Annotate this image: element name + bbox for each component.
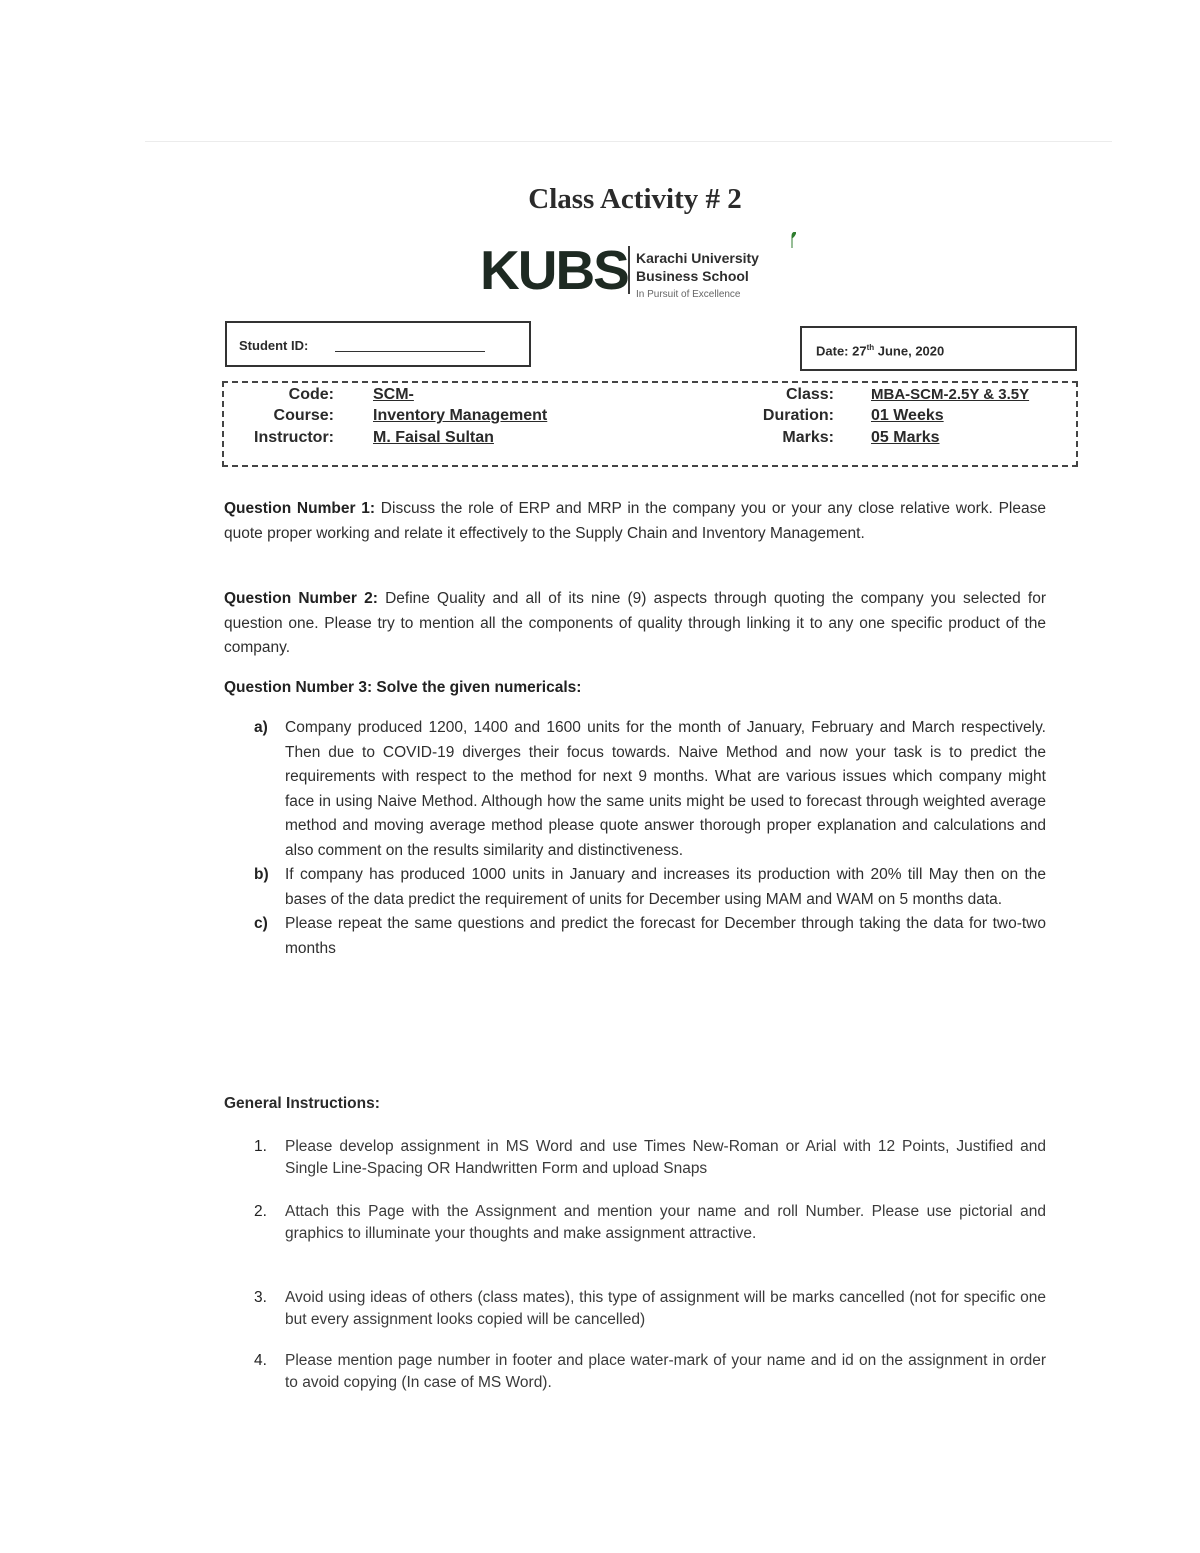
question-2-text: Define Quality and all of its nine (9) aspects through quoting the company you selected for question one. Please try to mention all the components of quality through linking it to any one specific product of the company. bbox=[224, 590, 1046, 656]
list-item-text: Please develop assignment in MS Word and use Times New-Roman or Arial with 12 Points, Justified and Single Line-Spacing OR Handwritten Form and upload Snaps bbox=[285, 1138, 1046, 1177]
marks-value: 05 Marks bbox=[871, 429, 940, 446]
course-value: Inventory Management bbox=[373, 407, 548, 424]
student-id-label: Student ID: bbox=[239, 338, 309, 353]
question-3-list bbox=[254, 716, 1046, 961]
instruction-item-4 bbox=[254, 1350, 1046, 1394]
logo-mark: KUBS bbox=[480, 239, 628, 301]
marks-label: Marks: bbox=[782, 429, 834, 446]
instruction-item-3 bbox=[254, 1287, 1046, 1331]
leaf-icon bbox=[788, 232, 796, 248]
instruction-item-2 bbox=[254, 1201, 1046, 1245]
question-2-label: Question Number 2: bbox=[224, 590, 378, 607]
logo-line-1: Karachi University bbox=[636, 250, 759, 266]
list-item-text: If company has produced 1000 units in January and increases its production with 20% till May then on the bases of the data predict the requirement of units for December using MAM and WAM on 5 months data. bbox=[285, 866, 1046, 908]
kubs-logo bbox=[480, 232, 810, 308]
instruction-item-1 bbox=[254, 1136, 1046, 1180]
list-item bbox=[254, 912, 1046, 961]
instructor-value: M. Faisal Sultan bbox=[373, 429, 494, 446]
question-2 bbox=[224, 587, 1046, 661]
general-instructions-title: General Instructions: bbox=[224, 1095, 380, 1112]
list-item-text: Avoid using ideas of others (class mates), this type of assignment will be marks cancelled (not for specific one but every assignment looks copied will be cancelled) bbox=[285, 1289, 1046, 1328]
list-item-text: Company produced 1200, 1400 and 1600 units for the month of January, February and March respectively. Then due to COVID-19 diverges their focus towards. Naive Method and now your task is to predict the requirements with respect to the method for next 9 months. What are various issues which company might face in using Naive Method. Although how the same units might be used to forecast through weighted average method and moving average method please quote answer thorough proper explanation and calculations and also comment on the results similarity and distinctiveness. bbox=[285, 719, 1046, 859]
list-item-text: Please mention page number in footer and place water-mark of your name and id on the assignment in order to avoid copying (In case of MS Word). bbox=[285, 1352, 1046, 1391]
list-marker: c) bbox=[254, 915, 268, 932]
list-item bbox=[254, 716, 1046, 863]
list-item bbox=[254, 863, 1046, 912]
list-marker: a) bbox=[254, 719, 268, 736]
question-1-label: Question Number 1: bbox=[224, 500, 376, 517]
page-title: Class Activity # 2 bbox=[528, 183, 742, 215]
list-marker: 4. bbox=[254, 1352, 267, 1369]
date-box bbox=[800, 326, 1077, 371]
logo-tagline: In Pursuit of Excellence bbox=[636, 289, 741, 300]
student-id-box bbox=[225, 321, 531, 367]
list-marker: 2. bbox=[254, 1203, 267, 1220]
list-marker: 3. bbox=[254, 1289, 267, 1306]
course-label: Course: bbox=[273, 407, 334, 424]
duration-label: Duration: bbox=[762, 407, 834, 424]
logo-line-2: Business School bbox=[636, 268, 749, 284]
duration-value: 01 Weeks bbox=[871, 407, 944, 424]
code-label: Code: bbox=[288, 386, 334, 403]
question-3-heading bbox=[224, 676, 1046, 701]
logo-divider bbox=[628, 246, 630, 294]
list-item-text: Please repeat the same questions and predict the forecast for December through taking the data for two-two months bbox=[285, 915, 1046, 957]
question-1-text: Discuss the role of ERP and MRP in the company you or your any close relative work. Please quote proper working and relate it effectively to the Supply Chain and Inventory Management. bbox=[224, 500, 1046, 542]
class-label: Class: bbox=[785, 386, 834, 403]
question-3-label: Question Number 3: Solve the given numericals: bbox=[224, 679, 582, 696]
class-value: MBA-SCM-2.5Y & 3.5Y bbox=[871, 386, 1030, 403]
instructor-label: Instructor: bbox=[254, 429, 334, 446]
date-label: Date: 27th June, 2020 bbox=[816, 343, 945, 359]
code-value: SCM- bbox=[373, 386, 414, 403]
list-marker: 1. bbox=[254, 1138, 267, 1155]
list-marker: b) bbox=[254, 866, 269, 883]
student-id-blank-line[interactable] bbox=[335, 351, 485, 352]
list-item-text: Attach this Page with the Assignment and mention your name and roll Number. Please use pictorial and graphics to illuminate your thoughts and make assignment attractive. bbox=[285, 1203, 1046, 1242]
top-divider bbox=[145, 141, 1112, 142]
question-1 bbox=[224, 497, 1046, 546]
